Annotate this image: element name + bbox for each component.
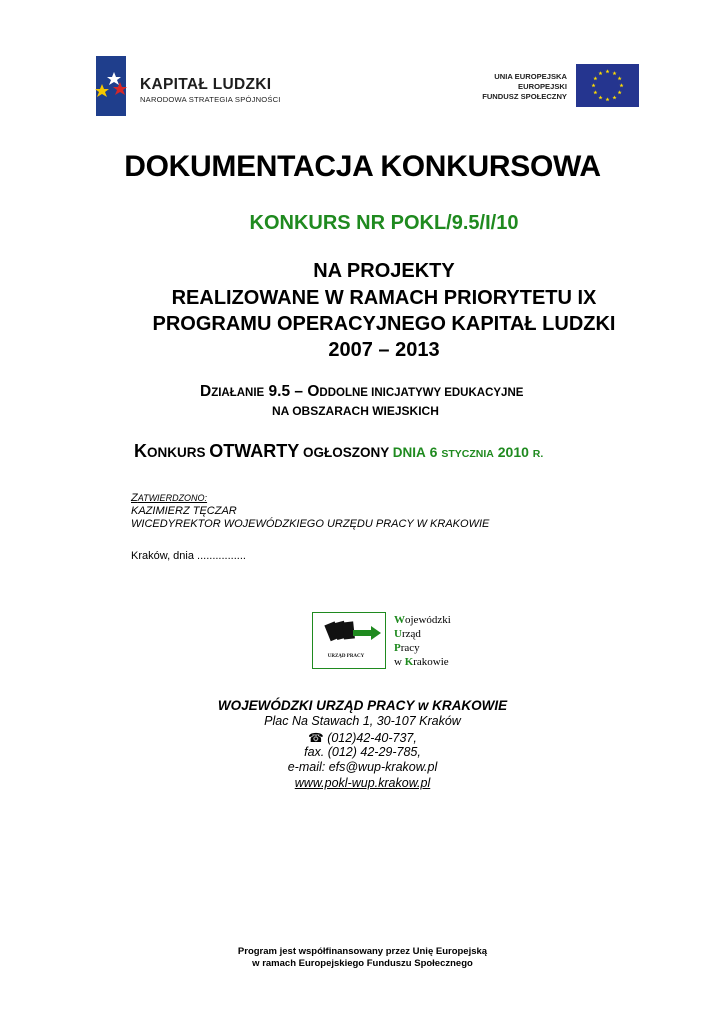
wup-badge-text: URZĄD PRACY	[327, 654, 365, 659]
konkurs-k-cap: K	[134, 441, 147, 461]
office-street: Plac Na Stawach 1, 30-107 Kraków	[264, 714, 461, 728]
footer-line-2: w ramach Europejskiego Funduszu Społecznego	[252, 958, 473, 969]
kapital-ludzki-title: KAPITAŁ LUDZKI	[140, 76, 272, 93]
wup-word-1: Wojewódzki	[394, 614, 451, 626]
footer-line-1: Program jest współfinansowany przez Unię Europejską	[237, 946, 488, 957]
dzialanie-d-cap: D	[200, 383, 212, 400]
konkurs-month: STYCZNIA	[441, 448, 494, 460]
approved-z-rest: ATWIERDZONO:	[137, 493, 208, 503]
dzialanie-number: 9.5 –	[264, 383, 308, 400]
eu-line-3: FUNDUSZ SPOŁECZNY	[482, 92, 567, 101]
approved-label	[131, 492, 207, 504]
dzialanie-o-rest: DDOLNE INICJATYWY EDUKACYJNE	[319, 387, 524, 399]
wup-word-2: Urząd	[394, 628, 421, 640]
office-email[interactable]: e-mail: efs@wup-krakow.pl	[287, 760, 438, 774]
dzialanie-line	[200, 383, 523, 401]
wup-logo-badge	[312, 612, 386, 669]
office-name: WOJEWÓDZKI URZĄD PRACY w KRAKOWIE	[217, 698, 508, 713]
konkurs-year: 2010	[493, 444, 533, 460]
document-title: DOKUMENTACJA KONKURSOWA	[124, 150, 601, 183]
wup-word-3: Pracy	[394, 642, 420, 654]
konkurs-otwarty-line	[134, 441, 543, 462]
dzialanie-d-rest: ZIAŁANIE	[211, 387, 265, 399]
office-website-link[interactable]: www.pokl-wup.krakow.pl	[294, 776, 431, 790]
projects-line-1: NA PROJEKTY	[313, 260, 455, 282]
konkurs-dnia: DNIA	[392, 445, 426, 460]
konkurs-number: KONKURS NR POKL/9.5/I/10	[249, 212, 519, 234]
eu-line-2: EUROPEJSKI	[518, 82, 567, 91]
konkurs-day: 6	[425, 444, 442, 460]
konkurs-ogloszony: OGŁOSZONY	[299, 445, 393, 460]
approved-z-cap: Z	[131, 492, 138, 504]
eu-line-1: UNIA EUROPEJSKA	[494, 72, 567, 81]
dzialanie-o-cap: O	[307, 383, 320, 400]
wup-word-4: w Krakowie	[394, 656, 449, 668]
projects-line-3: PROGRAMU OPERACYJNEGO KAPITAŁ LUDZKI	[152, 313, 616, 335]
phone-icon: ☎	[308, 731, 324, 745]
konkurs-k-rest: ONKURS	[147, 445, 210, 460]
projects-line-4: 2007 – 2013	[328, 339, 440, 361]
konkurs-otwarty-word: OTWARTY	[209, 441, 300, 461]
place-date: Kraków, dnia ................	[131, 550, 246, 562]
approver-name: KAZIMIERZ TĘCZAR	[131, 505, 237, 517]
projects-line-2: REALIZOWANE W RAMACH PRIORYTETU IX	[171, 287, 597, 309]
office-phone-line	[0, 730, 725, 745]
eu-flag-icon	[576, 64, 639, 107]
wup-logo-words	[394, 613, 451, 669]
kapital-ludzki-subtitle: NARODOWA STRATEGIA SPÓJNOŚCI	[140, 95, 281, 104]
dzialanie-line-2: NA OBSZARACH WIEJSKICH	[272, 404, 439, 418]
konkurs-r: R.	[532, 448, 544, 460]
office-phone: (012)42-40-737,	[323, 731, 417, 745]
eu-text-block	[482, 72, 567, 102]
office-fax: fax. (012) 42-29-785,	[304, 745, 421, 759]
wup-cards-arrow-icon	[313, 613, 385, 668]
approver-role: WICEDYREKTOR WOJEWÓDZKIEGO URZĘDU PRACY W KRAKOWIE	[131, 518, 490, 530]
